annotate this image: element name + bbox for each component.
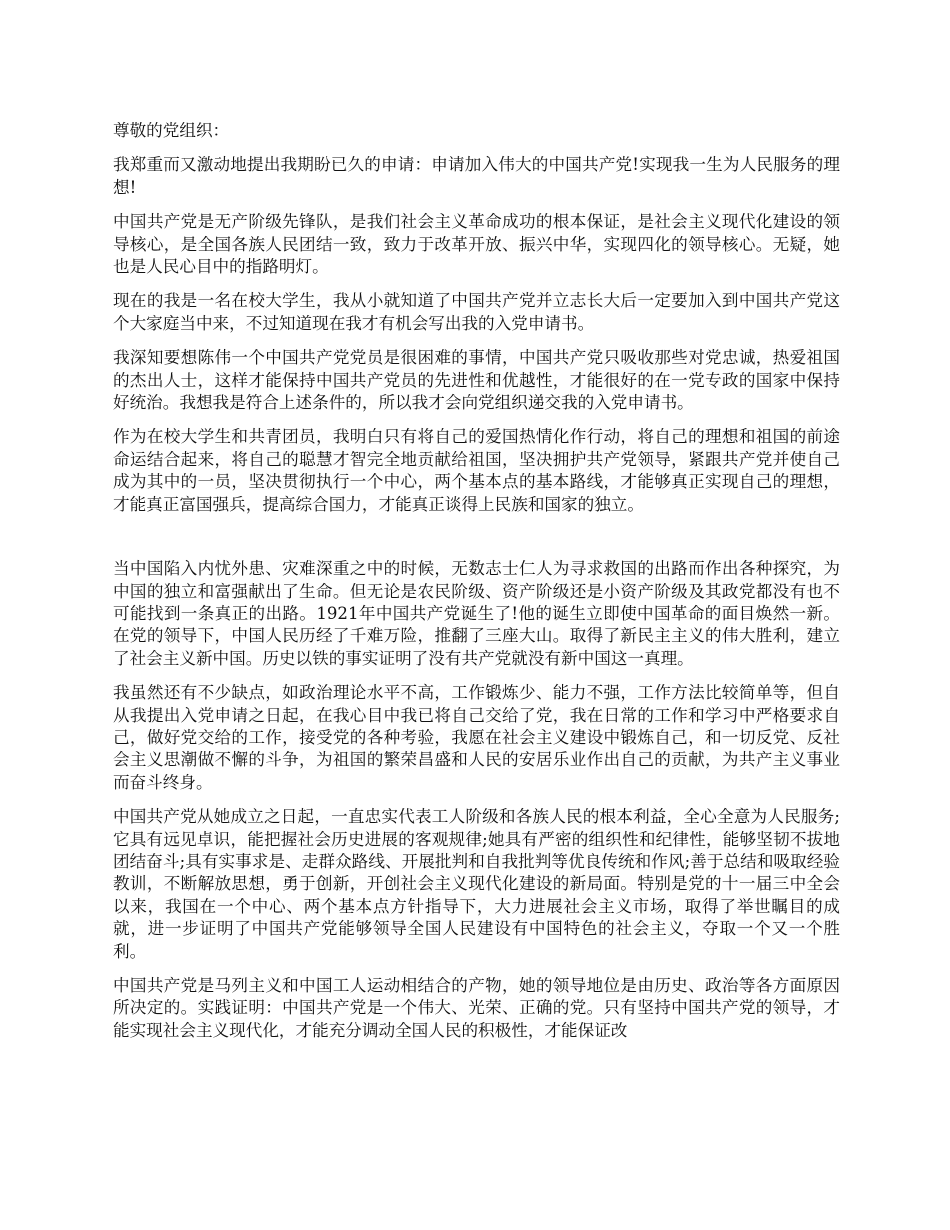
paragraph: 中国共产党从她成立之日起，一直忠实代表工人阶级和各族人民的根本利益，全心全意为人民服务;它具有远见卓识，能把握社会历史进展的客观规律;她具有严密的组织性和纪律性，能够坚韧不拔地团结奋斗;具有实事求是、走群众路线、开展批判和自我批判等优良传统和作风;善于总结和吸取经验教训，不断解放思想，勇于创新，开创社会主义现代化建设的新局面。特别是党的十一届三中全会以来，我国在一个中心、两个基本点方针指导下，大力进展社会主义市场，取得了举世瞩目的成就，进一步证明了中国共产党能够领导全国人民建设有中国特色的社会主义，夺取一个又一个胜利。 xyxy=(113,807,840,961)
paragraph: 作为在校大学生和共青团员，我明白只有将自己的爱国热情化作行动，将自己的理想和祖国的前途命运结合起来，将自己的聪慧才智完全地贡献给祖国，坚决拥护共产党领导，紧跟共产党并使自己成为其中的一员，坚决贯彻执行一个中心，两个基本点的基本路线，才能够真正实现自己的理想，才能真正富国强兵，提高综合国力，才能真正谈得上民族和国家的独立。 xyxy=(113,427,840,514)
section-gap xyxy=(113,528,840,558)
application-letter xyxy=(113,120,840,1054)
paragraph: 中国共产党是马列主义和中国工人运动相结合的产物，她的领导地位是由历史、政治等各方面原因所决定的。实践证明：中国共产党是一个伟大、光荣、正确的党。只有坚持中国共产党的领导，才能实现社会主义现代化，才能充分调动全国人民的积极性，才能保证改 xyxy=(113,976,840,1040)
paragraph: 我深知要想陈伟一个中国共产党党员是很困难的事情，中国共产党只吸收那些对党忠诚，热爱祖国的杰出人士，这样才能保持中国共产党员的先进性和优越性，才能很好的在一党专政的国家中保持好统治。我想我是符合上述条件的，所以我才会向党组织递交我的入党申请书。 xyxy=(113,348,840,413)
paragraph: 当中国陷入内忧外患、灾难深重之中的时候，无数志士仁人为寻求救国的出路而作出各种探究，为中国的独立和富强献出了生命。但无论是农民阶级、资产阶级还是小资产阶级及其政党都没有也不可能找到一条真正的出路。1921年中国共产党诞生了!他的诞生立即使中国革命的面目焕然一新。在党的领导下，中国人民历经了千难万险，推翻了三座大山。取得了新民主主义的伟大胜利，建立了社会主义新中国。历史以铁的事实证明了没有共产党就没有新中国这一真理。 xyxy=(113,559,840,668)
salutation: 尊敬的党组织： xyxy=(113,121,230,140)
paragraph: 现在的我是一名在校大学生，我从小就知道了中国共产党并立志长大后一定要加入到中国共产党这个大家庭当中来，不过知道现在我才有机会写出我的入党申请书。 xyxy=(113,291,840,333)
paragraph: 我郑重而又激动地提出我期盼已久的申请：申请加入伟大的中国共产党!实现我一生为人民服务的理想! xyxy=(113,155,840,197)
paragraph: 中国共产党是无产阶级先锋队，是我们社会主义革命成功的根本保证，是社会主义现代化建设的领导核心，是全国各族人民团结一致，致力于改革开放、振兴中华，实现四化的领导核心。无疑，她也是人民心目中的指路明灯。 xyxy=(113,212,840,277)
paragraph: 我虽然还有不少缺点，如政治理论水平不高，工作锻炼少、能力不强，工作方法比较简单等，但自从我提出入党申请之日起，在我心目中我已将自己交给了党，我在日常的工作和学习中严格要求自己，做好党交给的工作，接受党的各种考验，我愿在社会主义建设中锻炼自己，和一切反党、反社会主义思潮做不懈的斗争，为祖国的繁荣昌盛和人民的安居乐业作出自己的贡献，为共产主义事业而奋斗终身。 xyxy=(113,683,840,792)
